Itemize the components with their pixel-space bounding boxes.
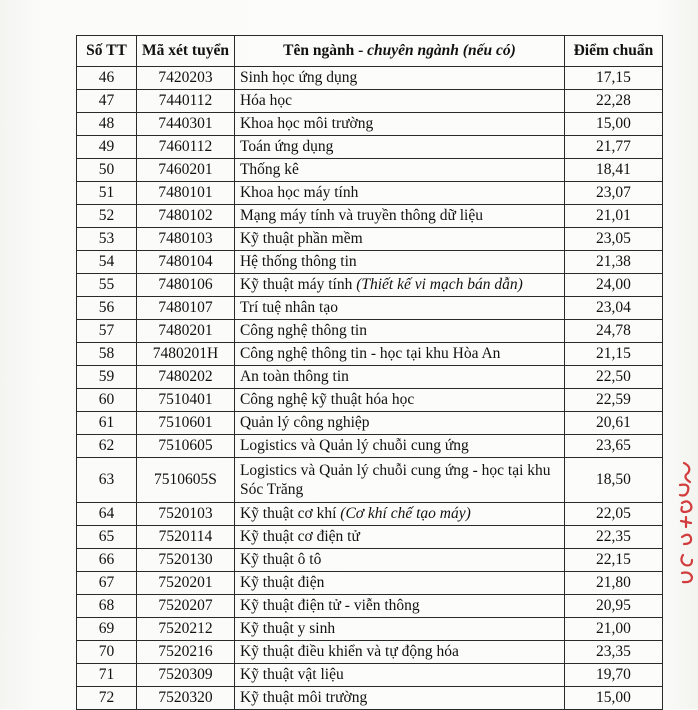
row-stt: 72	[77, 687, 137, 710]
row-name-text: Kỹ thuật điện tử - viễn thông	[239, 597, 420, 614]
row-score: 15,00	[564, 687, 662, 710]
row-name-text: Kỹ thuật cơ khí	[239, 505, 341, 522]
row-name-text: Kỹ thuật phần mềm	[239, 230, 363, 247]
table-row	[77, 343, 663, 366]
row-name-text: Logistics và Quản lý chuỗi cung ứng - học tại khu Sóc Trăng	[239, 462, 551, 498]
row-code: 7510401	[137, 389, 235, 412]
row-score: 21,77	[564, 136, 662, 159]
row-score: 23,65	[564, 435, 662, 458]
header-stt: Số TT	[77, 36, 137, 67]
row-name-text: Logistics và Quản lý chuỗi cung ứng	[239, 437, 469, 454]
row-code: 7520103	[137, 503, 235, 526]
row-name-text: Kỹ thuật điều khiển và tự động hóa	[239, 643, 459, 660]
row-stt: 66	[77, 549, 137, 572]
header-score: Điểm chuẩn	[564, 36, 662, 67]
table-row	[77, 641, 663, 664]
row-name	[234, 90, 564, 113]
row-name	[234, 412, 564, 435]
row-name	[234, 159, 564, 182]
row-name	[234, 343, 564, 366]
row-score: 23,05	[564, 228, 662, 251]
row-code: 7510605	[137, 435, 235, 458]
table-row	[77, 549, 663, 572]
row-name	[234, 205, 564, 228]
row-stt: 71	[77, 664, 137, 687]
row-stt: 67	[77, 572, 137, 595]
table-row	[77, 595, 663, 618]
row-score: 23,04	[564, 297, 662, 320]
row-name	[234, 297, 564, 320]
row-name	[234, 687, 564, 710]
row-score: 22,28	[564, 90, 662, 113]
row-stt: 56	[77, 297, 137, 320]
table-row	[77, 320, 663, 343]
table-row	[77, 159, 663, 182]
table-row	[77, 618, 663, 641]
row-score: 18,50	[564, 458, 662, 503]
row-code: 7480106	[137, 274, 235, 297]
row-stt: 64	[77, 503, 137, 526]
table-row	[77, 687, 663, 710]
table-row	[77, 113, 663, 136]
row-stt: 51	[77, 182, 137, 205]
header-name	[234, 36, 564, 67]
red-stamp-fragment	[670, 455, 698, 595]
row-name	[234, 389, 564, 412]
row-name-text: Trí tuệ nhân tạo	[239, 299, 338, 316]
row-score: 21,80	[564, 572, 662, 595]
table-row	[77, 182, 663, 205]
row-name	[234, 228, 564, 251]
row-code: 7480101	[137, 182, 235, 205]
row-name	[234, 113, 564, 136]
row-stt: 59	[77, 366, 137, 389]
row-stt: 69	[77, 618, 137, 641]
row-code: 7440301	[137, 113, 235, 136]
row-name-text: Kỹ thuật môi trường	[239, 689, 368, 706]
row-score: 23,07	[564, 182, 662, 205]
row-name-text: Khoa học môi trường	[239, 115, 374, 132]
table-row	[77, 205, 663, 228]
row-name	[234, 549, 564, 572]
header-name-main: Tên ngành -	[283, 42, 368, 59]
row-code: 7440112	[137, 90, 235, 113]
row-code: 7480201H	[137, 343, 235, 366]
row-code: 7460201	[137, 159, 235, 182]
row-code: 7480104	[137, 251, 235, 274]
row-code: 7510601	[137, 412, 235, 435]
row-name	[234, 503, 564, 526]
table-row	[77, 412, 663, 435]
row-stt: 58	[77, 343, 137, 366]
table-row	[77, 458, 663, 503]
header-name-italic: chuyên ngành (nếu có)	[367, 42, 516, 59]
row-stt: 46	[77, 67, 137, 90]
row-stt: 55	[77, 274, 137, 297]
row-name	[234, 641, 564, 664]
row-score: 22,05	[564, 503, 662, 526]
row-stt: 60	[77, 389, 137, 412]
admission-score-table	[76, 35, 663, 710]
table-row	[77, 251, 663, 274]
row-name	[234, 618, 564, 641]
row-score: 22,15	[564, 549, 662, 572]
row-stt: 49	[77, 136, 137, 159]
row-code: 7520309	[137, 664, 235, 687]
row-score: 21,01	[564, 205, 662, 228]
row-stt: 52	[77, 205, 137, 228]
row-stt: 63	[77, 458, 137, 503]
row-name-text: Thống kê	[239, 161, 299, 178]
row-score: 23,35	[564, 641, 662, 664]
row-code: 7480103	[137, 228, 235, 251]
row-stt: 54	[77, 251, 137, 274]
row-name-text: Công nghệ thông tin	[239, 322, 367, 339]
row-code: 7520114	[137, 526, 235, 549]
row-code: 7520320	[137, 687, 235, 710]
table-row	[77, 366, 663, 389]
row-score: 20,61	[564, 412, 662, 435]
row-score: 21,38	[564, 251, 662, 274]
row-score: 21,00	[564, 618, 662, 641]
row-code: 7480202	[137, 366, 235, 389]
row-code: 7520207	[137, 595, 235, 618]
table-body	[77, 67, 663, 710]
row-name-text: Kỹ thuật điện	[239, 574, 325, 591]
row-score: 19,70	[564, 664, 662, 687]
row-name-note: (Thiết kế vi mạch bán dẫn)	[356, 276, 523, 293]
table-header-row	[77, 36, 663, 67]
row-name-text: Kỹ thuật vật liệu	[239, 666, 344, 683]
row-score: 20,95	[564, 595, 662, 618]
row-stt: 65	[77, 526, 137, 549]
row-code: 7460112	[137, 136, 235, 159]
table-row	[77, 228, 663, 251]
row-code: 7510605S	[137, 458, 235, 503]
row-score: 24,00	[564, 274, 662, 297]
row-name-text: Công nghệ kỹ thuật hóa học	[239, 391, 415, 408]
row-stt: 68	[77, 595, 137, 618]
row-stt: 62	[77, 435, 137, 458]
row-name-text: An toàn thông tin	[239, 368, 349, 385]
row-name	[234, 458, 564, 503]
table-row	[77, 389, 663, 412]
row-name	[234, 526, 564, 549]
row-name-text: Kỹ thuật máy tính	[239, 276, 357, 293]
row-stt: 47	[77, 90, 137, 113]
row-score: 17,15	[564, 67, 662, 90]
row-score: 18,41	[564, 159, 662, 182]
table-row	[77, 572, 663, 595]
row-stt: 50	[77, 159, 137, 182]
row-stt: 70	[77, 641, 137, 664]
row-stt: 53	[77, 228, 137, 251]
row-score: 22,50	[564, 366, 662, 389]
row-name	[234, 572, 564, 595]
table-row	[77, 297, 663, 320]
table-row	[77, 664, 663, 687]
row-stt: 48	[77, 113, 137, 136]
row-score: 21,15	[564, 343, 662, 366]
row-name	[234, 67, 564, 90]
row-code: 7520212	[137, 618, 235, 641]
row-name	[234, 251, 564, 274]
row-code: 7420203	[137, 67, 235, 90]
row-score: 15,00	[564, 113, 662, 136]
row-name-note: (Cơ khí chế tạo máy)	[340, 505, 471, 522]
row-code: 7520130	[137, 549, 235, 572]
row-name	[234, 366, 564, 389]
row-score: 22,35	[564, 526, 662, 549]
row-code: 7480107	[137, 297, 235, 320]
table-row	[77, 435, 663, 458]
row-stt: 61	[77, 412, 137, 435]
row-name-text: Sinh học ứng dụng	[239, 69, 358, 86]
row-name-text: Kỹ thuật ô tô	[239, 551, 322, 568]
row-name-text: Hóa học	[239, 92, 293, 109]
row-score: 22,59	[564, 389, 662, 412]
row-name	[234, 182, 564, 205]
row-name	[234, 435, 564, 458]
row-score: 24,78	[564, 320, 662, 343]
row-code: 7480201	[137, 320, 235, 343]
row-name-text: Toán ứng dụng	[239, 138, 334, 155]
row-stt: 57	[77, 320, 137, 343]
table-row	[77, 136, 663, 159]
header-code: Mã xét tuyển	[137, 36, 235, 67]
table-row	[77, 503, 663, 526]
row-name	[234, 320, 564, 343]
row-name-text: Kỹ thuật y sinh	[239, 620, 336, 637]
table-row	[77, 90, 663, 113]
table-row	[77, 274, 663, 297]
table-row	[77, 526, 663, 549]
row-code: 7520201	[137, 572, 235, 595]
row-name	[234, 136, 564, 159]
table-row	[77, 67, 663, 90]
row-name-text: Kỹ thuật cơ điện tử	[239, 528, 360, 545]
row-name-text: Quản lý công nghiệp	[239, 414, 370, 431]
row-code: 7480102	[137, 205, 235, 228]
row-name-text: Công nghệ thông tin - học tại khu Hòa An	[239, 345, 501, 362]
row-name	[234, 595, 564, 618]
row-name-text: Mạng máy tính và truyền thông dữ liệu	[239, 207, 483, 224]
row-name-text: Hệ thống thông tin	[239, 253, 357, 270]
row-name	[234, 664, 564, 687]
row-name	[234, 274, 564, 297]
row-name-text: Khoa học máy tính	[239, 184, 359, 201]
row-code: 7520216	[137, 641, 235, 664]
